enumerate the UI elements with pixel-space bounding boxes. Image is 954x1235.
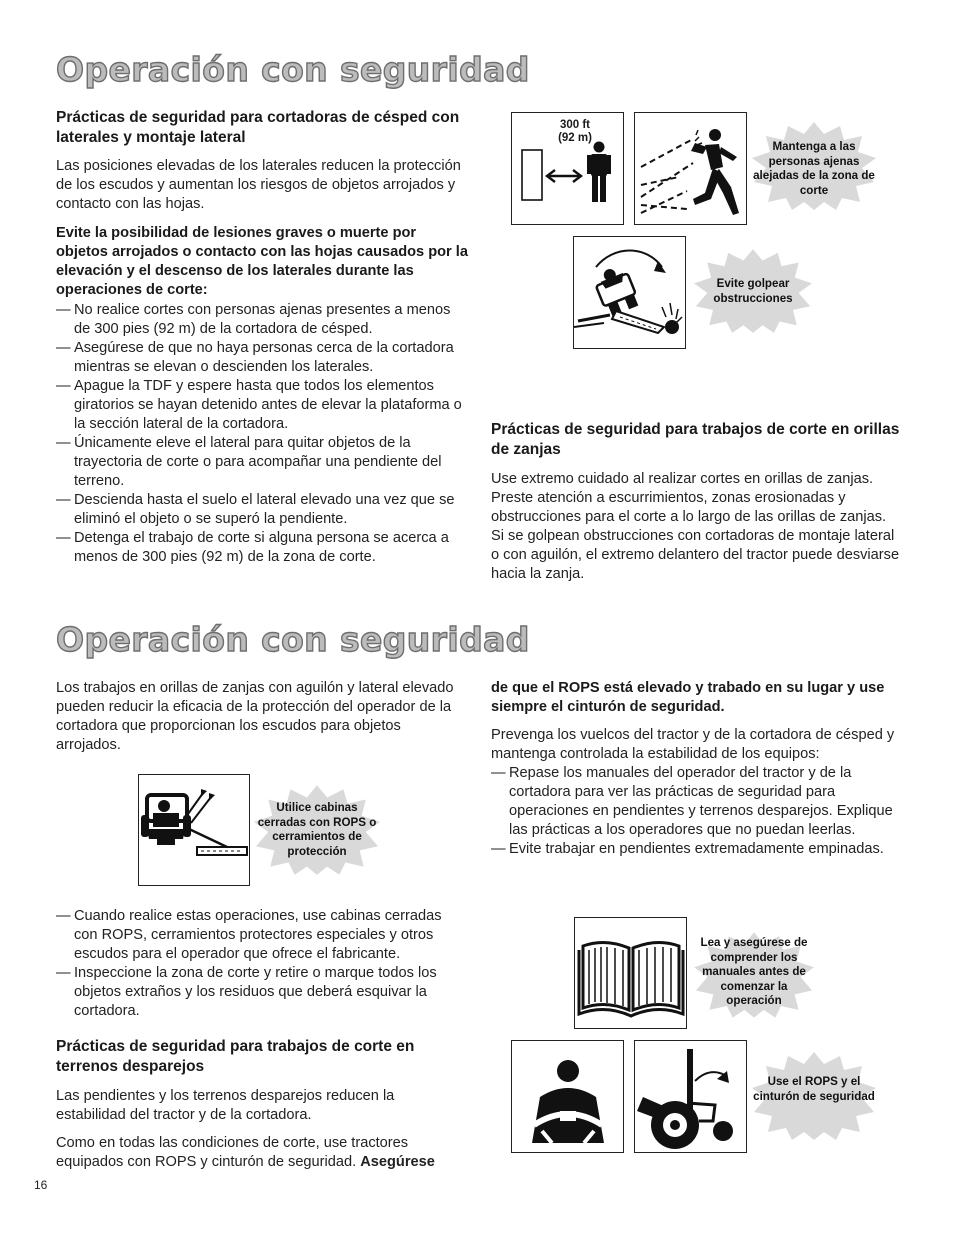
rops-bold-continuation: de que el ROPS está elevado y trabado en su lugar y use siempre el cinturón de seguridad. [491,680,885,715]
obstructions-caption: Evite golpear obstrucciones [713,277,793,305]
rops-intro: Prevenga los vuelcos del tractor y de la cortadora de césped y mantenga controlada la estabilidad de los equipos: [491,727,895,762]
list-item: — Detenga el trabajo de corte si alguna persona se acerca a menos de 300 pies (92 m) de la zona de corte. [56,529,468,567]
manuals-caption: Lea y asegúrese de comprender los manuales antes de comenzar la operación [700,936,808,1008]
page-title-top: Operación con seguridad [56,50,530,89]
rops-caption: Use el ROPS y el cinturón de seguridad [753,1075,875,1103]
uneven-p2 [56,1134,468,1172]
bystanders-caption: Mantenga a las personas ajenas alejadas de la zona de corte [753,140,875,197]
distance-label: 300 ft (92 m) [558,119,592,144]
list-item: — Asegúrese de que no haya personas cerca de la cortadora mientras se elevan o descienden los laterales. [56,339,468,377]
cab-pictogram [138,774,250,886]
thrown-objects-pictogram [634,112,747,225]
boom-safety-list [56,907,468,1021]
rops-tractor-icon [635,1041,748,1154]
rops-pictogram [634,1040,747,1153]
seatbelt-icon [512,1041,625,1154]
manual-pictogram [574,917,687,1029]
list-item: — Cuando realice estas operaciones, use cabinas cerradas con ROPS, cerramientos protectores especiales y otros escudos para el operador que ofrece el fabricante. [56,907,468,964]
running-person-icon [635,113,748,226]
section-side-mounted [56,108,468,567]
side-safety-list [56,301,468,567]
rops-safety-list [491,764,901,859]
tractor-tip-icon [574,237,687,350]
list-item: — Evite trabajar en pendientes extremadamente empinadas. [491,840,901,859]
section-uneven-terrain [56,1037,468,1172]
list-item: — No realice cortes con personas ajenas presentes a menos de 300 pies (92 m) de la cortadora de césped. [56,301,468,339]
seatbelt-pictogram [511,1040,624,1153]
list-item: — Descienda hasta el suelo el lateral elevado una vez que se eliminó el objeto o se superó la pendiente. [56,491,468,529]
uneven-p1: Las pendientes y los terrenos desparejos reducen la estabilidad del tractor y de la cortadora. [56,1088,395,1123]
section-boom-list [56,907,468,1021]
obstruction-pictogram [573,236,686,349]
uneven-p2-bold: Asegúrese [360,1154,435,1170]
section-body-ditch: Use extremo cuidado al realizar cortes en orillas de zanjas. Preste atención a escurrimientos, zonas erosionadas y obstrucciones para el corte a lo largo de las orillas de zanjas. Si se golpean obstrucciones con cortadoras de montaje lateral o con aguilón, el extremo delantero del tractor puede desviarse hacia la zanja. [491,471,900,582]
page-number: 16 [34,1178,48,1192]
list-item: — Repase los manuales del operador del tractor y de la cortadora para ver las prácticas de seguridad para operaciones en pendientes y terrenos desparejos. Explique las prácticas a los operadores que no puedan leerlas. [491,764,901,840]
enclosed-cab-icon [139,775,251,887]
section-heading-ditch: Prácticas de seguridad para trabajos de corte en orillas de zanjas [491,421,900,458]
section-ditch-banks [491,420,901,584]
section-heading-side: Prácticas de seguridad para cortadoras de césped con laterales y montaje lateral [56,109,460,146]
section-warning-side: Evite la posibilidad de lesiones graves o muerte por objetos arrojados o contacto con las hojas causados por la elevación y el descenso de los laterales durante las operaciones de corte: [56,225,468,298]
list-item: — Apague la TDF y espere hasta que todos los elementos giratorios se hayan detenido antes de elevar la plataforma o la sección lateral de la cortadora. [56,377,468,434]
boom-intro-text: Los trabajos en orillas de zanjas con aguilón y lateral elevado pueden reducir la eficacia de la protección del operador de la cortadora que proporcionan los escudos para objetos arrojados. [56,680,454,753]
section-heading-uneven: Prácticas de seguridad para trabajos de corte en terrenos desparejos [56,1038,415,1075]
section-intro-side: Las posiciones elevadas de los laterales reducen la protección de los escudos y aumentan los riesgos de objetos arrojados y contacto con las hojas. [56,158,461,212]
list-item: — Únicamente eleve el lateral para quitar objetos de la trayectoria de corte o para acompañar una pendiente del terreno. [56,434,468,491]
section-boom-intro [56,679,468,755]
section-rops [491,679,901,859]
uneven-p2-text: Como en todas las condiciones de corte, use tractores equipados con ROPS y cinturón de seguridad. [56,1135,409,1170]
list-item: — Inspeccione la zona de corte y retire o marque todos los objetos extraños y los residuos que deberá esquivar la cortadora. [56,964,468,1021]
distance-person-icon [512,113,625,226]
open-book-icon [575,918,688,1030]
cabs-caption: Utilice cabinas cerradas con ROPS o cerramientos de protección [257,801,377,858]
distance-pictogram [511,112,624,225]
page-title-bottom: Operación con seguridad [56,620,530,659]
